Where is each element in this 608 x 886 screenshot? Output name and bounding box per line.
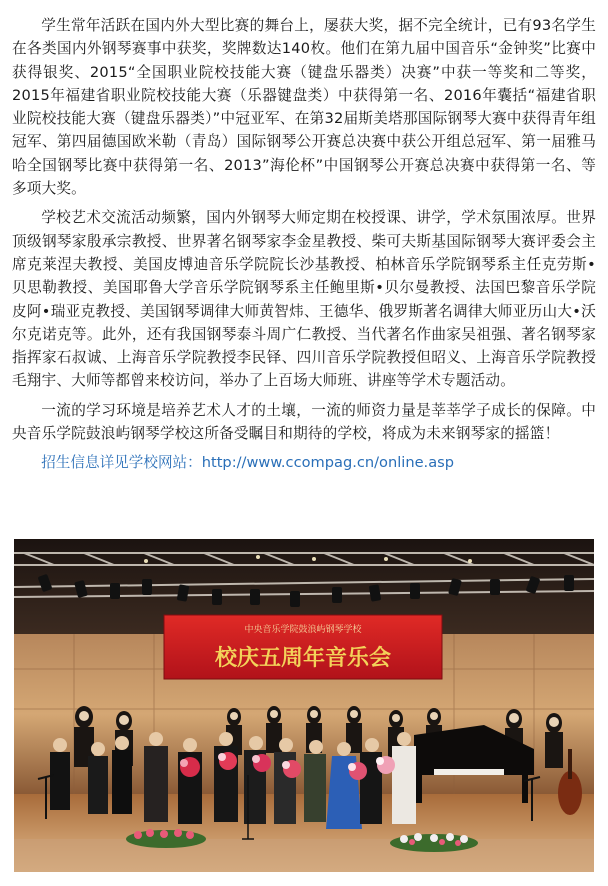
paragraph-exchange: 学校艺术交流活动频繁，国内外钢琴大师定期在校授课、讲学，学术氛围浓厚。世界顶级钢琴家殷承宗教授、世界著名钢琴家李金星教授、柴可夫斯基国际钢琴大赛评委会主席克莱涅夫教授、美国皮博迪音乐学院院长沙基教授、柏林音乐学院钢琴系主任克劳斯•贝思勒教授、美国耶鲁大学音乐学院钢琴系主任鲍里斯•贝尔曼教授、法国巴黎音乐学院皮阿•瑞亚克教授、美国钢琴调律大师黄智炜、王德华、俄罗斯著名调律大师亚历山大•沃尔克诺克等。此外，还有我国钢琴泰斗周广仁教授、当代著名作曲家吴祖强、著名钢琴家指挥家石叔诚、上海音乐学院教授李民铎、四川音乐学院教授但昭义、上海音乐学院教授毛翔宇、大师等都曾来校访问，举办了上百场大师班、讲座等学术专题活动。 bbox=[12, 209, 596, 390]
banner-title: 校庆五周年音乐会 bbox=[214, 646, 392, 671]
concert-photo bbox=[14, 539, 594, 872]
enrollment-info bbox=[12, 451, 596, 474]
enrollment-label: 招生信息详见学校网站： bbox=[41, 454, 202, 472]
article-body bbox=[12, 14, 596, 474]
banner-subtitle: 中央音乐学院鼓浪屿钢琴学校 bbox=[244, 625, 362, 635]
paragraph-environment: 一流的学习环境是培养艺术人才的土壤，一流的师资力量是莘莘学子成长的保障。中央音乐学院鼓浪屿钢琴学校这所备受瞩目和期待的学校，将成为未来钢琴家的摇篮！ bbox=[12, 401, 596, 443]
paragraph-awards: 学生常年活跃在国内外大型比赛的舞台上，屡获大奖，据不完全统计，已有93名学生在各类国内外钢琴赛事中获奖，奖牌数达140枚。他们在第九届中国音乐“金钟奖”比赛中获得银奖、2015“全国职业院校技能大赛（键盘乐器类）决赛”中获一等奖和二等奖，2015年福建省职业院校技能大赛（乐器键盘类）中获得第一名、2016年囊括“福建省职业院校技能大赛（键盘乐器类）”中冠亚军、在第32届斯美塔那国际钢琴大赛中获得青年组冠军、第四届德国欧米勒（青岛）国际钢琴公开赛总决赛中获公开组总冠军、第一届雅马哈全国钢琴比赛中获得第一名、2013”海伦杯”中国钢琴公开赛总决赛中获得第一名、等多项大奖。 bbox=[12, 17, 596, 198]
school-website-link[interactable]: http://www.ccompag.cn/online.asp bbox=[201, 454, 455, 472]
